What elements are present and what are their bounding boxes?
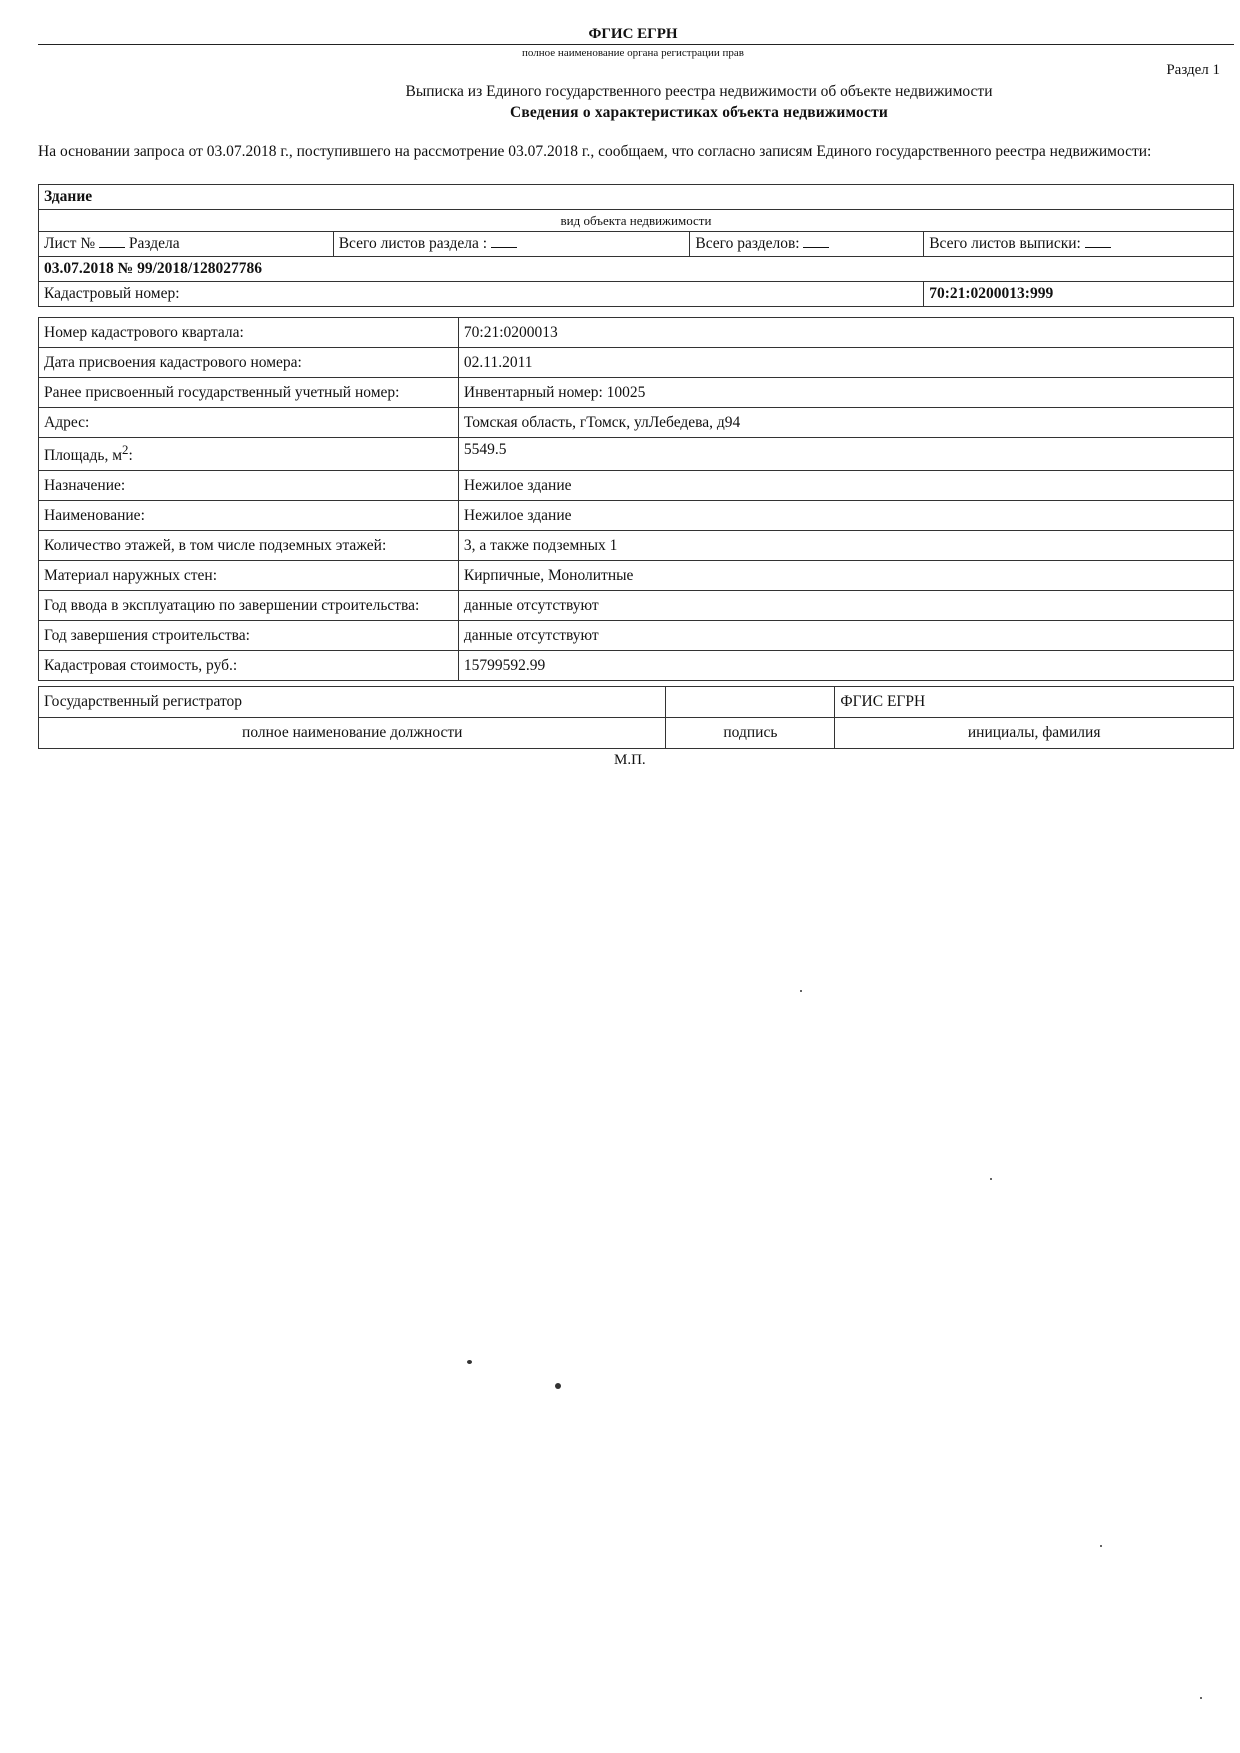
- property-label: Наименование:: [39, 501, 459, 531]
- properties-table: [38, 317, 1234, 681]
- signature-caption: подпись: [666, 718, 835, 749]
- section-label: Раздел 1: [1166, 62, 1220, 78]
- table-row: [39, 318, 1234, 348]
- property-value: Инвентарный номер: 10025: [458, 378, 1233, 408]
- table-row: [39, 501, 1234, 531]
- scan-speck: [990, 1178, 992, 1180]
- object-header-table: [38, 184, 1234, 307]
- property-value: 70:21:0200013: [458, 318, 1233, 348]
- intro-paragraph: На основании запроса от 03.07.2018 г., поступившего на рассмотрение 03.07.2018 г., сообщаем, что согласно записям Единого государственного реестра недвижимости:: [38, 143, 1152, 160]
- property-label: Назначение:: [39, 471, 459, 501]
- property-label-area: Площадь, $м^2$:: [39, 438, 459, 471]
- registrar-name: ФГИС ЕГРН: [835, 687, 1234, 718]
- property-label: Год завершения строительства:: [39, 621, 459, 651]
- property-label: Номер кадастрового квартала:: [39, 318, 459, 348]
- org-underline: [38, 44, 1234, 45]
- property-label: Кадастровая стоимость, руб.:: [39, 651, 459, 681]
- registrar-position: Государственный регистратор: [39, 687, 666, 718]
- table-row: [39, 561, 1234, 591]
- property-value: Нежилое здание: [458, 501, 1233, 531]
- property-label: Адрес:: [39, 408, 459, 438]
- section-word: Раздела: [128, 235, 180, 252]
- property-label: Материал наружных стен:: [39, 561, 459, 591]
- object-type-value: Здание: [39, 185, 1234, 210]
- property-value: данные отсутствуют: [458, 621, 1233, 651]
- table-row: [39, 408, 1234, 438]
- sheet-number-cell: [39, 232, 334, 257]
- stamp-place-label: М.П.: [614, 752, 646, 768]
- position-caption: полное наименование должности: [39, 718, 666, 749]
- name-caption: инициалы, фамилия: [835, 718, 1234, 749]
- document-title: Выписка из Единого государственного реестра недвижимости об объекте недвижимости: [405, 83, 993, 100]
- property-label: Количество этажей, в том числе подземных этажей:: [39, 531, 459, 561]
- property-value: 5549.5: [458, 438, 1233, 471]
- scan-speck: [800, 990, 802, 992]
- total-extract-sheets-cell: [924, 232, 1234, 257]
- scan-speck: [555, 1383, 561, 1389]
- table-row: [39, 378, 1234, 408]
- property-value: Кирпичные, Монолитные: [458, 561, 1233, 591]
- property-label: Год ввода в эксплуатацию по завершении строительства:: [39, 591, 459, 621]
- scan-speck: [1200, 1697, 1202, 1699]
- property-value: Томская область, гТомск, улЛебедева, д94: [458, 408, 1233, 438]
- property-label: Ранее присвоенный государственный учетный номер:: [39, 378, 459, 408]
- document-subtitle: Сведения о характеристиках объекта недвижимости: [509, 104, 889, 121]
- table-row: [39, 348, 1234, 378]
- record-number: 03.07.2018 № 99/2018/128027786: [39, 257, 1234, 282]
- scan-speck: [1100, 1545, 1102, 1547]
- property-value: 15799592.99: [458, 651, 1233, 681]
- total-sections-label: Всего разделов:: [695, 235, 800, 252]
- property-value: 3, а также подземных 1: [458, 531, 1233, 561]
- table-row: [39, 651, 1234, 681]
- property-value: 02.11.2011: [458, 348, 1233, 378]
- org-caption: полное наименование органа регистрации прав: [522, 47, 744, 59]
- table-row: [39, 438, 1234, 471]
- total-extract-sheets-label: Всего листов выписки:: [929, 235, 1081, 252]
- scan-speck: [467, 1360, 472, 1364]
- property-label: Дата присвоения кадастрового номера:: [39, 348, 459, 378]
- total-section-sheets-label: Всего листов раздела :: [338, 235, 488, 252]
- table-row: [39, 621, 1234, 651]
- table-row: [39, 591, 1234, 621]
- cadastral-number-label: Кадастровый номер:: [39, 282, 924, 307]
- org-name: ФГИС ЕГРН: [588, 26, 678, 42]
- table-row: [39, 471, 1234, 501]
- signature-table: [38, 686, 1234, 749]
- table-row: [39, 531, 1234, 561]
- property-value: Нежилое здание: [458, 471, 1233, 501]
- total-section-sheets-cell: [333, 232, 690, 257]
- object-type-caption: вид объекта недвижимости: [39, 210, 1234, 232]
- property-value: данные отсутствуют: [458, 591, 1233, 621]
- sheet-label: Лист №: [44, 235, 96, 252]
- total-sections-cell: [690, 232, 924, 257]
- signature-field: [666, 687, 835, 718]
- cadastral-number-value: 70:21:0200013:999: [924, 282, 1234, 307]
